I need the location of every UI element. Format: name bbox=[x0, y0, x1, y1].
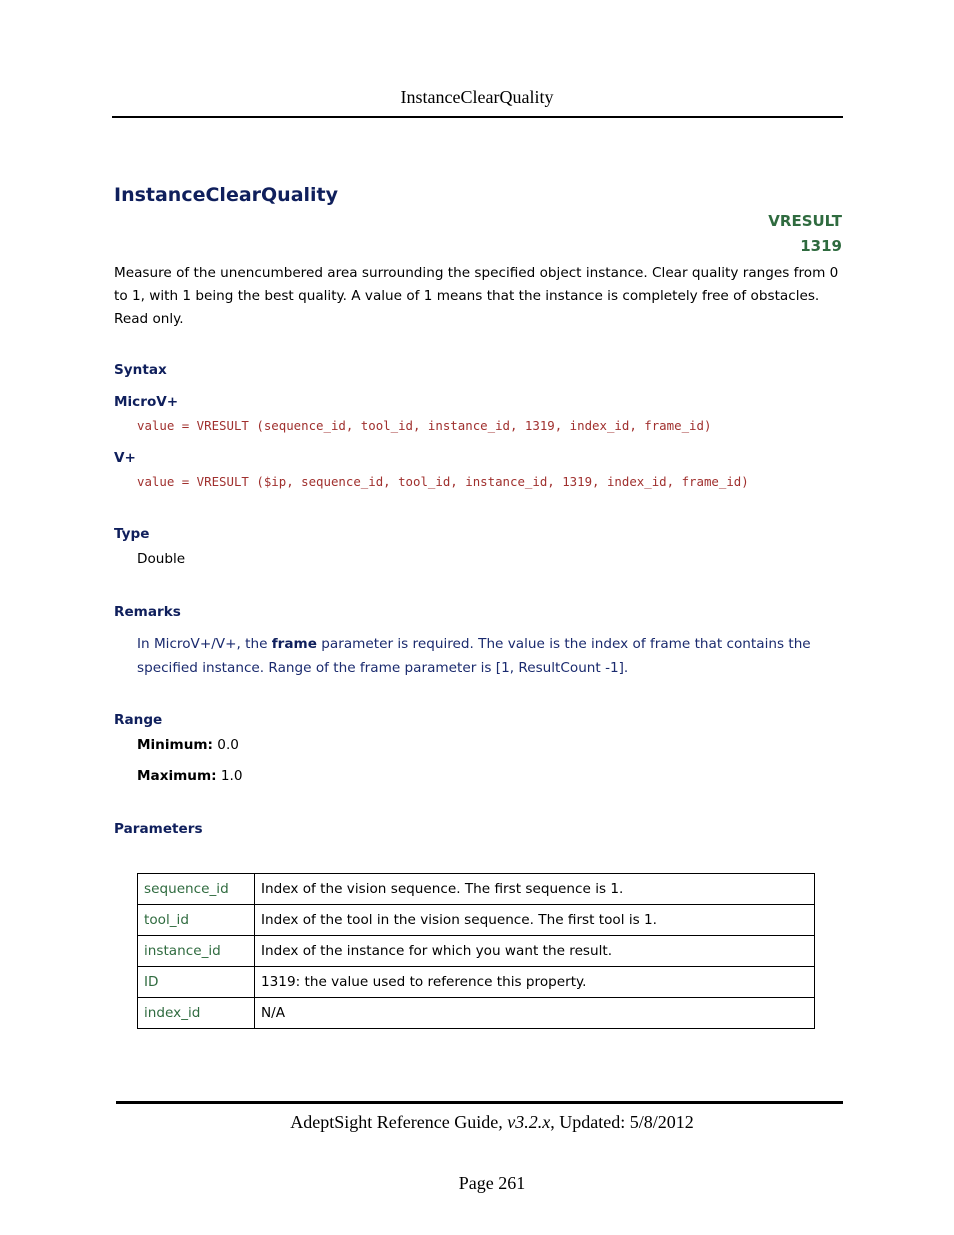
maximum-value: 1.0 bbox=[216, 768, 243, 784]
param-name: tool_id bbox=[138, 905, 255, 936]
minimum-value: 0.0 bbox=[212, 737, 239, 753]
microv-code: value = VRESULT (sequence_id, tool_id, instance_id, 1319, index_id, frame_id) bbox=[137, 418, 712, 433]
syntax-heading: Syntax bbox=[114, 362, 167, 378]
param-description: Index of the vision sequence. The first sequence is 1. bbox=[255, 874, 815, 905]
page-title: InstanceClearQuality bbox=[114, 184, 339, 206]
range-heading: Range bbox=[114, 712, 163, 728]
param-description: Index of the tool in the vision sequence. The first tool is 1. bbox=[255, 905, 815, 936]
param-name: index_id bbox=[138, 998, 255, 1029]
vresult-label: VRESULT bbox=[768, 212, 842, 230]
parameters-heading: Parameters bbox=[114, 821, 203, 837]
param-description: N/A bbox=[255, 998, 815, 1029]
remarks-heading: Remarks bbox=[114, 604, 181, 620]
microv-label: MicroV+ bbox=[114, 394, 179, 410]
header-rule bbox=[112, 116, 843, 118]
guide-updated: , Updated: 5/8/2012 bbox=[550, 1112, 694, 1132]
vresult-id: 1319 bbox=[800, 237, 842, 255]
type-heading: Type bbox=[114, 526, 150, 542]
description: Measure of the unencumbered area surrounding the specified object instance. Clear quality ranges from 0 to 1, with 1 being the best quality. A value of 1 means that the instance is completely free of obstacles. Read only. bbox=[114, 265, 839, 327]
footer-rule bbox=[116, 1101, 843, 1104]
type-value: Double bbox=[137, 551, 186, 567]
running-header: InstanceClearQuality bbox=[400, 87, 554, 107]
param-description: Index of the instance for which you want the result. bbox=[255, 936, 815, 967]
maximum-label: Maximum: bbox=[137, 768, 217, 784]
remarks-text bbox=[137, 632, 827, 680]
table-row bbox=[138, 967, 815, 998]
guide-name: AdeptSight Reference Guide bbox=[290, 1112, 499, 1132]
page-number: Page 261 bbox=[458, 1173, 526, 1193]
minimum-label: Minimum: bbox=[137, 737, 213, 753]
guide-version: , v3.2.x bbox=[498, 1112, 551, 1132]
table-row bbox=[138, 936, 815, 967]
table-row bbox=[138, 874, 815, 905]
vresult-block bbox=[768, 209, 842, 259]
table-row bbox=[138, 905, 815, 936]
range-maximum bbox=[137, 768, 243, 784]
vplus-code: value = VRESULT ($ip, sequence_id, tool_id, instance_id, 1319, index_id, frame_id) bbox=[137, 474, 749, 489]
param-name: ID bbox=[138, 967, 255, 998]
vplus-label: V+ bbox=[114, 450, 136, 466]
table-row bbox=[138, 998, 815, 1029]
remarks-text-end: parameter is required. The value is the index of frame that contains the specified instance. Range of the frame parameter is [1, ResultCount -1]. bbox=[137, 636, 811, 676]
parameters-table bbox=[137, 873, 815, 1029]
param-name: sequence_id bbox=[138, 874, 255, 905]
param-description: 1319: the value used to reference this property. bbox=[255, 967, 815, 998]
range-minimum bbox=[137, 737, 239, 753]
remarks-text-start: In MicroV+/V+, the bbox=[137, 636, 272, 652]
remarks-frame-keyword: frame bbox=[271, 636, 317, 652]
param-name: instance_id bbox=[138, 936, 255, 967]
footer bbox=[0, 1112, 954, 1133]
